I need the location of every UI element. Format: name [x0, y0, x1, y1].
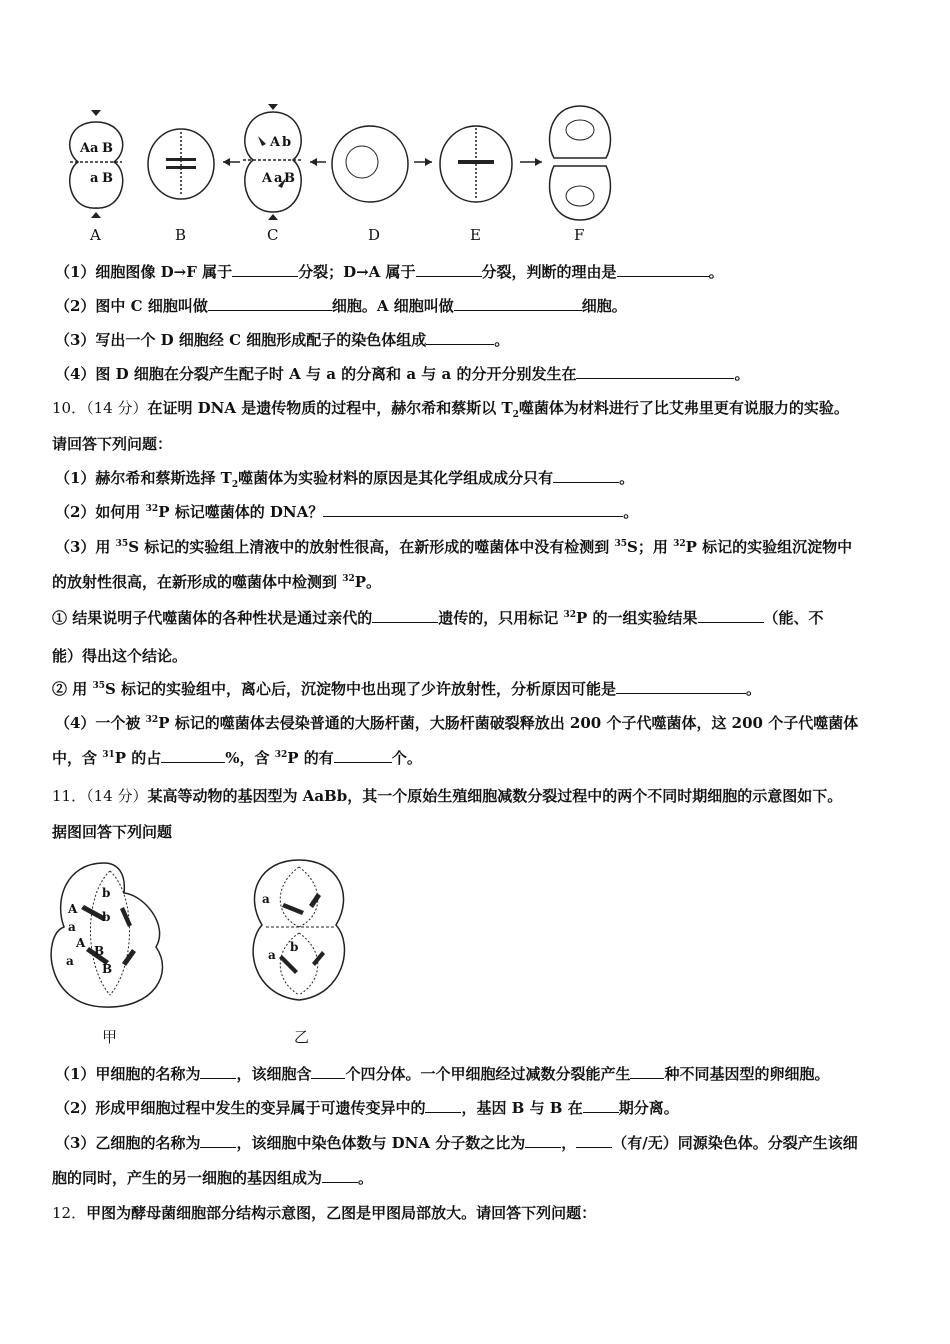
- cellC-gene-a: a: [274, 171, 283, 186]
- jia-gene-b2: b: [102, 910, 111, 924]
- cellA-gene-a2: a: [90, 171, 99, 186]
- q9-part1: （1）细胞图像 D→F 属于 分裂；D→A 属于 分裂，判断的理由是 。: [55, 263, 724, 281]
- blank[interactable]: [323, 502, 623, 517]
- blank[interactable]: [334, 748, 392, 763]
- q10-part1: （1）赫尔希和蔡斯选择 $T_2$噬菌体为实验材料的原因是其化学组成成分只有 。: [55, 469, 635, 490]
- label-E: E: [470, 226, 481, 244]
- blank[interactable]: [311, 1064, 345, 1079]
- q10-part3-cont: 的放射性很高，在新形成的噬菌体中检测到 $^{32}$P。: [52, 573, 382, 591]
- label-B: B: [175, 226, 187, 244]
- cellC-gene-b: b: [282, 135, 292, 150]
- jia-gene-A1: A: [68, 902, 78, 916]
- blank[interactable]: [553, 468, 619, 483]
- q9-part3: （3）写出一个 D 细胞经 C 细胞形成配子的染色体组成 。: [55, 331, 510, 349]
- blank[interactable]: [630, 1064, 664, 1079]
- cellC-gene-B: B: [284, 171, 295, 186]
- label-C: C: [267, 226, 279, 244]
- jia-gene-a1: a: [68, 920, 76, 934]
- question-number: 11．: [52, 787, 87, 805]
- blank[interactable]: [372, 608, 438, 623]
- blank[interactable]: [698, 608, 764, 623]
- cellA-gene-B2: B: [102, 171, 113, 186]
- blank[interactable]: [208, 296, 332, 311]
- blank[interactable]: [617, 262, 709, 277]
- blank[interactable]: [425, 1098, 461, 1113]
- q10-stem2: 请回答下列问题：: [52, 435, 173, 453]
- yi-gene-a1: a: [262, 892, 270, 906]
- q12-stem: 12．甲图为酵母菌细胞部分结构示意图，乙图是甲图局部放大。请回答下列问题：: [52, 1204, 597, 1222]
- q11-part3-cont: 胞的同时，产生的另一细胞的基因组成为 。: [52, 1169, 374, 1187]
- blank[interactable]: [616, 679, 746, 694]
- blank[interactable]: [583, 1098, 619, 1113]
- blank[interactable]: [576, 364, 734, 379]
- yi-gene-b: b: [290, 940, 299, 954]
- label-yi: 乙: [294, 1028, 310, 1045]
- q11-part2: （2）形成甲细胞过程中发生的变异属于可遗传变异中的 ，基因 B 与 B 在 期分离。: [55, 1099, 679, 1117]
- cellA-gene-A: A: [80, 141, 91, 156]
- blank[interactable]: [161, 748, 225, 763]
- jia-gene-a2: a: [66, 954, 74, 968]
- jia-gene-B2: B: [102, 962, 113, 976]
- jia-gene-A2: A: [76, 936, 86, 950]
- q10-conclusion2: ② 用 $^{35}$S 标记的实验组中，离心后，沉淀物中也出现了少许放射性，分析原因可能是 。: [52, 680, 762, 698]
- q10-stem: 10．（14 分）在证明 DNA 是遗传物质的过程中，赫尔希和蔡斯以 $T_2$噬菌体为材料进行了比艾弗里更有说服力的实验。: [52, 399, 849, 420]
- q9-part4: （4）图 D 细胞在分裂产生配子时 A 与 a 的分离和 a 与 a 的分开分别发生在 。: [55, 365, 750, 383]
- q11-stem2: 据图回答下列问题: [52, 823, 173, 841]
- label-A: A: [90, 226, 101, 244]
- cell-division-figure: [58, 100, 638, 250]
- q11-stem: 11．（14 分）某高等动物的基因型为 AaBb，其一个原始生殖细胞减数分裂过程中的两个不同时期细胞的示意图如下。: [52, 787, 843, 805]
- blank[interactable]: [416, 262, 482, 277]
- blank[interactable]: [426, 330, 494, 345]
- q10-conclusion1-cont: 能）得出这个结论。: [52, 647, 188, 665]
- q10-part4: （4）一个被 $^{32}$P 标记的噬菌体去侵染普通的大肠杆菌，大肠杆菌破裂释放出 200 个子代噬菌体，这 200 个子代噬菌体: [55, 714, 859, 732]
- jia-gene-B1: B: [94, 944, 105, 958]
- blank[interactable]: [200, 1133, 236, 1148]
- cellC-gene-A: A: [270, 135, 281, 150]
- q11-part3: （3）乙细胞的名称为 ，该细胞中染色体数与 DNA 分子数之比为 ， （有/无）同源染色体。分裂产生该细: [55, 1134, 858, 1152]
- q10-part4-cont: 中，含 $^{31}$P 的占 %，含 $^{32}$P 的有 个。: [52, 749, 422, 767]
- q10-part3: （3）用 $^{35}$S 标记的实验组上清液中的放射性很高，在新形成的噬菌体中没有检测到 $^{35}$S；用 $^{32}$P 标记的实验组沉淀物中: [55, 538, 853, 556]
- blank[interactable]: [576, 1133, 612, 1148]
- blank[interactable]: [200, 1064, 236, 1079]
- blank[interactable]: [525, 1133, 561, 1148]
- yi-gene-a2: a: [268, 948, 276, 962]
- question-number: 10．: [52, 399, 87, 417]
- cellC-gene-A2: A: [262, 171, 273, 186]
- question-number: 12．: [52, 1204, 87, 1222]
- label-F: F: [574, 226, 585, 244]
- q9-part2: （2）图中 C 细胞叫做 细胞。A 细胞叫做 细胞。: [55, 297, 627, 315]
- cellA-gene-B: B: [102, 141, 113, 156]
- q10-part2: （2）如何用 $^{32}$P 标记噬菌体的 DNA？ 。: [55, 503, 639, 521]
- label-D: D: [368, 226, 381, 244]
- q10-conclusion1: ① 结果说明子代噬菌体的各种性状是通过亲代的 遗传的，只用标记 $^{32}$P 的一组实验结果 （能、不: [52, 609, 824, 627]
- cellA-gene-a: a: [90, 141, 99, 156]
- q11-part1: （1）甲细胞的名称为 ，该细胞含 个四分体。一个甲细胞经过减数分裂能产生 种不同基因型的卵细胞。: [55, 1065, 830, 1083]
- blank[interactable]: [232, 262, 298, 277]
- blank[interactable]: [454, 296, 582, 311]
- meiosis-figure: [44, 855, 364, 1045]
- jia-gene-b1: b: [102, 886, 111, 900]
- blank[interactable]: [322, 1168, 358, 1183]
- label-jia: 甲: [102, 1028, 118, 1045]
